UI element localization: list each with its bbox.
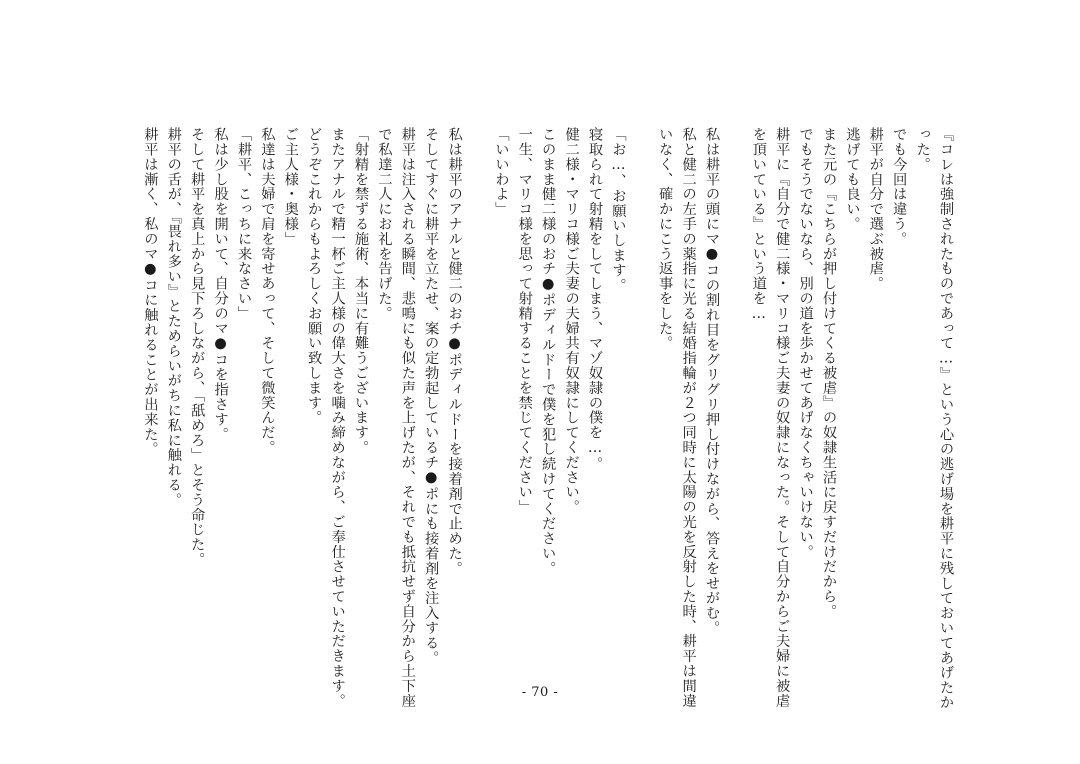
text-line: 私は少し股を開いて、自分のマ●コを指さす。 xyxy=(212,127,229,442)
text-line: でもそうでないなら、別の道を歩かせてあげなくちゃいけない。 xyxy=(797,127,814,560)
text-line: また元の『こちらが押し付けてくる被虐』の奴隷生活に戻すだけだから。 xyxy=(821,127,837,619)
text-line: 耕平の舌が、『畏れ多い』とためらいがちに私に触れる。 xyxy=(165,127,182,508)
text-line: 健二様・マリコ様ご夫妻の夫婦共有奴隷にしてください。 xyxy=(563,127,580,515)
text-line: 『コレは強制されたものであって…』という心の逃げ場を耕平に残しておいてあげたか xyxy=(938,127,954,710)
text-line: 「いいわよ」 xyxy=(493,127,510,217)
text-line: 「耕平、こっちに来なさい」 xyxy=(236,127,252,321)
text-line: 逃げても良い。 xyxy=(844,127,861,232)
text-line: を頂いている』という道を… xyxy=(750,127,767,323)
text-line: 耕平に『自分で健二様・マリコ様ご夫妻の奴隷になった。そして自分からご夫婦に被虐 xyxy=(774,127,791,709)
text-line: 「射精を禁ずる施術、本当に有難うございます。 xyxy=(353,127,369,455)
page-number: - 70 - xyxy=(521,685,559,700)
text-line: でも今回は違う。 xyxy=(891,127,908,247)
text-line: 耕平は漸く、私のマ●コに触れることが出来た。 xyxy=(142,127,159,457)
text-line: った。 xyxy=(914,127,931,172)
text-line: ご主人様・奥様」 xyxy=(282,127,299,247)
text-line: 「お…、お願いします。 xyxy=(610,127,627,293)
text-line: いなく、確かにこう返事をした。 xyxy=(657,127,674,351)
text-line: 私と健二の左手の薬指に光る結婚指輪が２つ同時に太陽の光を反射した時、耕平は間違 xyxy=(680,127,697,709)
text-line: このまま健二様のおチ●ポディルドーで僕を犯し続けてください。 xyxy=(540,127,557,576)
text-line: 耕平は注入される瞬間、悲鳴にも似た声を上げたが、それでも抵抗せず自分から土下座 xyxy=(399,127,416,709)
text-line: そして耕平を真上から見下ろしながら、「舐めろ」とそう命じた。 xyxy=(189,127,206,567)
text-line: 私達は夫婦で肩を寄せあって、そして微笑んだ。 xyxy=(259,127,276,455)
text-line: で私達二人にお礼を告げた。 xyxy=(376,127,393,321)
text-line: またアナルで精一杯ご主人様の偉大さを噛み締めながら、ご奉仕させていただきます。 xyxy=(329,127,346,709)
text-line: 寝取られて射精をしてしまう、マゾ奴隷の僕を…。 xyxy=(587,127,603,472)
text-line: 耕平が自分で選ぶ被虐。 xyxy=(867,127,884,291)
text-line: そしてすぐに耕平を立たせ、案の定勃起しているチ●ポにも接着剤を注入する。 xyxy=(423,127,440,666)
text-line: 私は耕平のアナルと健二のおチ●ポディルドーを接着剤で止めた。 xyxy=(446,127,463,576)
text-line: 私は耕平の頭にマ●コの割れ目をグリグリ押し付けながら、答えをせがむ。 xyxy=(704,127,720,636)
text-line: 一生、マリコ様を思って射精することを禁じてください」 xyxy=(516,127,533,515)
text-line: どうぞこれからもよろしくお願い致します。 xyxy=(306,127,323,425)
